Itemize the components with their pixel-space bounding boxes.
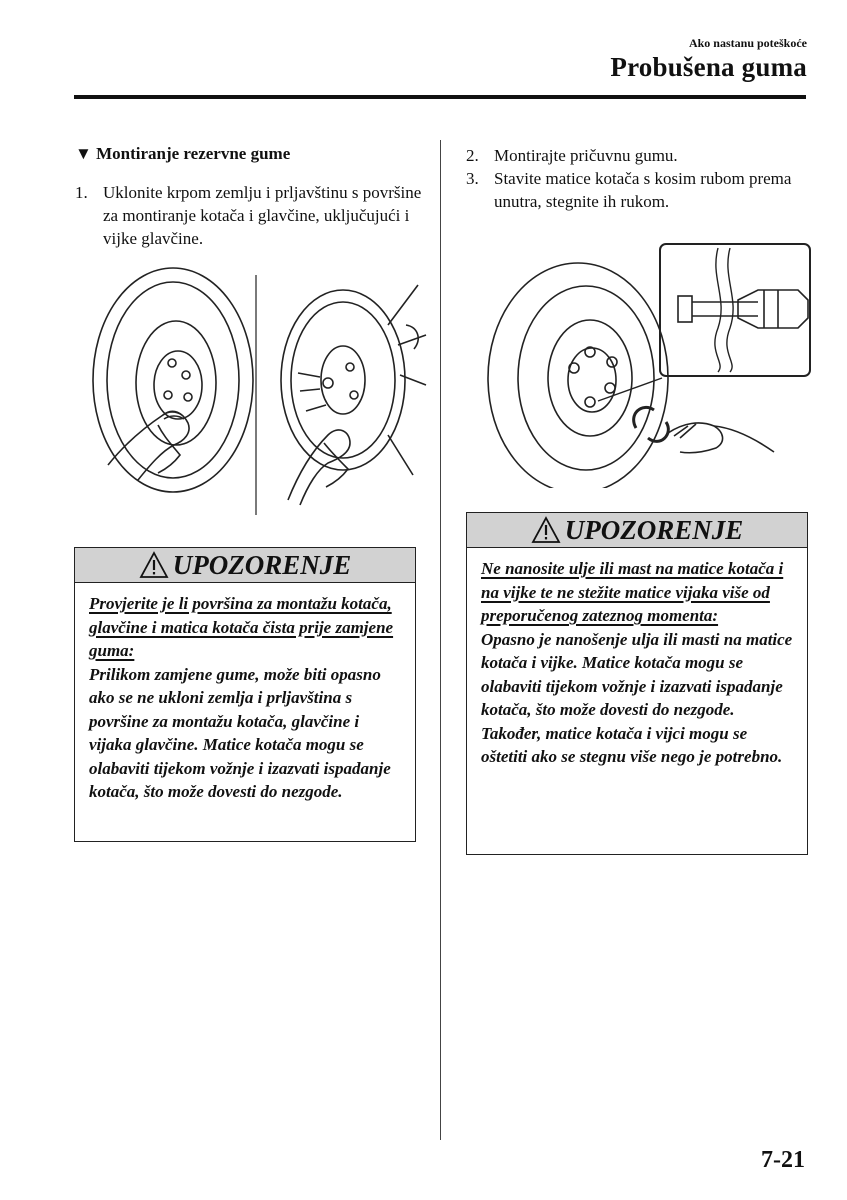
warning-box <box>74 547 416 842</box>
warning-header <box>75 548 415 583</box>
step-number: 3. <box>466 169 479 188</box>
page-title: Probušena guma <box>610 52 807 82</box>
page-header <box>610 36 807 83</box>
section-subheading: ▼ Montiranje rezervne gume <box>75 144 291 163</box>
step-text: Stavite matice kotača s kosim rubom prema unutra, stegnite ih rukom. <box>494 169 792 211</box>
header-rule <box>74 95 806 99</box>
warning-header <box>467 513 807 548</box>
step-item <box>466 167 806 213</box>
warning-lead: Provjerite je li površina za montažu kotača, glavčine i matica kotača čista prije zamjene guma: <box>89 594 394 660</box>
warning-text: Opasno je nanošenje ulja ili masti na matice kotača i vijke. Matice kotača mogu se olabaviti tijekom vožnje i izazvati ispadanje kotača, što može dovesti do nezgode. Također, matice kotača i vijci mogu se oštetiti ako se stegnu više nego je potrebno. <box>481 629 793 766</box>
left-steps-list <box>75 181 425 250</box>
warning-triangle-icon <box>139 551 169 579</box>
step-number: 1. <box>75 183 88 202</box>
spare-tire-mounting-illustration <box>478 238 818 488</box>
warning-box <box>466 512 808 855</box>
warning-body <box>75 583 415 804</box>
step-number: 2. <box>466 146 479 165</box>
hub-cleaning-illustration <box>88 265 428 515</box>
column-divider <box>440 140 441 1140</box>
warning-title: UPOZORENJE <box>172 549 352 580</box>
step-item <box>466 144 806 167</box>
page-number: 7-21 <box>761 1147 805 1173</box>
warning-title: UPOZORENJE <box>564 514 744 545</box>
warning-text: Prilikom zamjene gume, može biti opasno ako se ne ukloni zemlja i prljavština s površine za montažu kotača, glavčine i vijaka glavčine. Matice kotača mogu se olabaviti tijekom vožnje i izazvati ispadanje kotača, što može dovesti do nezgode. <box>89 664 391 801</box>
warning-lead: Ne nanosite ulje ili mast na matice kotača i na vijke te ne stežite matice vijaka više od preporučenog zateznog momenta: <box>481 559 784 625</box>
step-item <box>75 181 425 250</box>
step-text: Montirajte pričuvnu gumu. <box>494 146 678 165</box>
warning-body <box>467 548 807 769</box>
step-text: Uklonite krpom zemlju i prljavštinu s površine za montiranje kotača i glavčine, uključujući i vijke glavčine. <box>103 183 422 248</box>
warning-triangle-icon <box>531 516 561 544</box>
header-subtitle: Ako nastanu poteškoće <box>688 36 807 50</box>
right-steps-list <box>466 144 806 213</box>
